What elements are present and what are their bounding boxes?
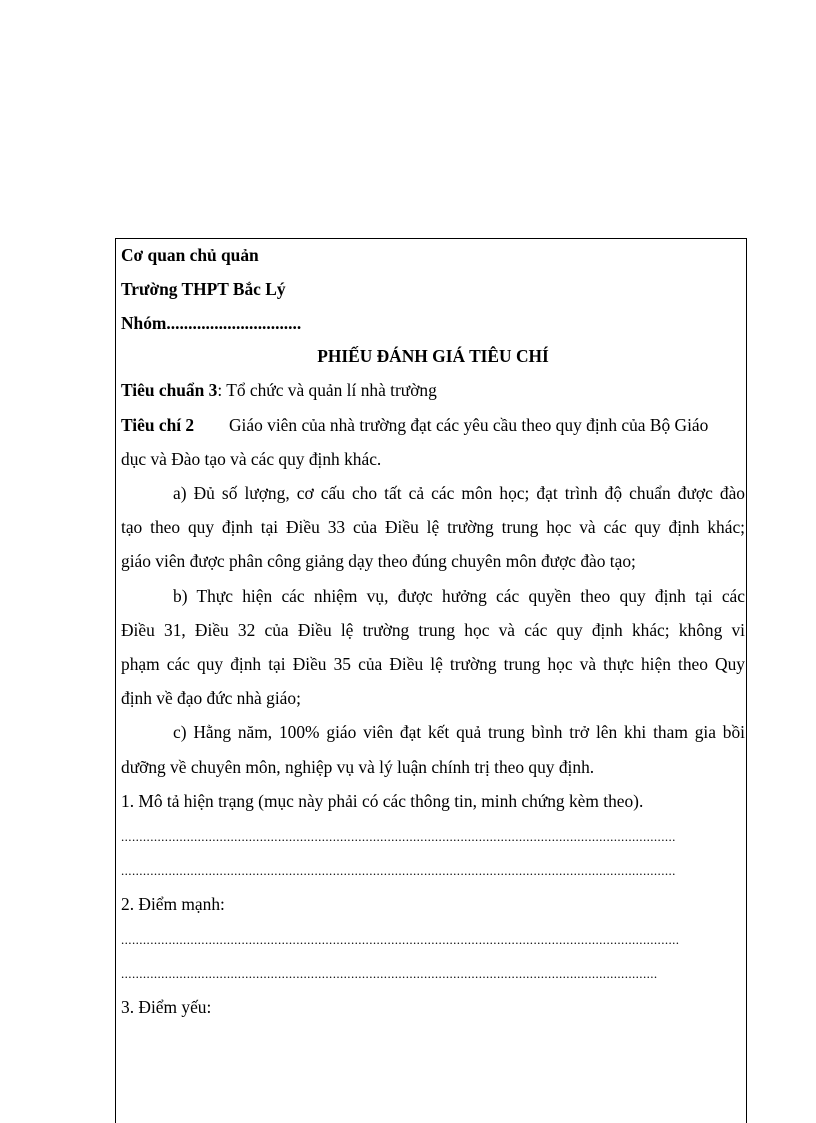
section-current-state: 1. Mô tả hiện trạng (mục này phải có các thông tin, minh chứng kèm theo).	[121, 791, 644, 811]
item-c-line-1: c) Hằng năm, 100% giáo viên đạt kết quả trung bình trở lên khi tham gia bồi	[173, 722, 745, 742]
item-a-line-2: tạo theo quy định tại Điều 33 của Điều lệ trường trung học và các quy định khác;	[121, 517, 745, 537]
criterion-text-1: Giáo viên của nhà trường đạt các yêu cầu theo quy định của Bộ Giáo	[229, 415, 709, 435]
item-a-line-3: giáo viên được phân công giảng dạy theo đúng chuyên môn được đào tạo;	[121, 551, 636, 571]
criterion-label: Tiêu chí 2	[121, 415, 195, 435]
item-b-line-1: b) Thực hiện các nhiệm vụ, được hưởng các quyền theo quy định tại các	[173, 586, 745, 606]
criterion-line-1	[121, 415, 745, 436]
dotted-line-2[interactable]: ........................................................................................................................................................	[121, 863, 676, 878]
standard-line	[121, 380, 437, 401]
section-weaknesses: 3. Điểm yếu:	[121, 997, 212, 1017]
item-b-line-3: phạm các quy định tại Điều 35 của Điều lệ trường trung học và thực hiện theo Quy	[121, 654, 745, 674]
item-b-line-2: Điều 31, Điều 32 của Điều lệ trường trung học và các quy định khác; không vi	[121, 620, 745, 640]
form-frame	[115, 238, 747, 1123]
item-a-line-1: a) Đủ số lượng, cơ cấu cho tất cả các môn học; đạt trình độ chuẩn được đào	[173, 483, 745, 503]
item-b-line-4: định về đạo đức nhà giáo;	[121, 688, 301, 708]
criterion-text-2: dục và Đào tạo và các quy định khác.	[121, 449, 382, 469]
standard-text: : Tổ chức và quản lí nhà trường	[217, 380, 437, 400]
standard-label: Tiêu chuẩn 3	[121, 380, 218, 400]
school-name: Trường THPT Bắc Lý	[121, 279, 286, 299]
dotted-line-4[interactable]: ...................................................................................................................................................	[121, 966, 658, 981]
item-c-line-2: dưỡng về chuyên môn, nghiệp vụ và lý luận chính trị theo quy định.	[121, 757, 595, 777]
dotted-line-1[interactable]: ........................................................................................................................................................	[121, 829, 676, 844]
group-field: Nhóm...............................	[121, 313, 302, 333]
dotted-line-3[interactable]: .........................................................................................................................................................	[121, 932, 680, 947]
form-title: PHIẾU ĐÁNH GIÁ TIÊU CHÍ	[317, 346, 549, 366]
section-strengths: 2. Điểm mạnh:	[121, 894, 225, 914]
agency-label: Cơ quan chủ quản	[121, 245, 259, 265]
